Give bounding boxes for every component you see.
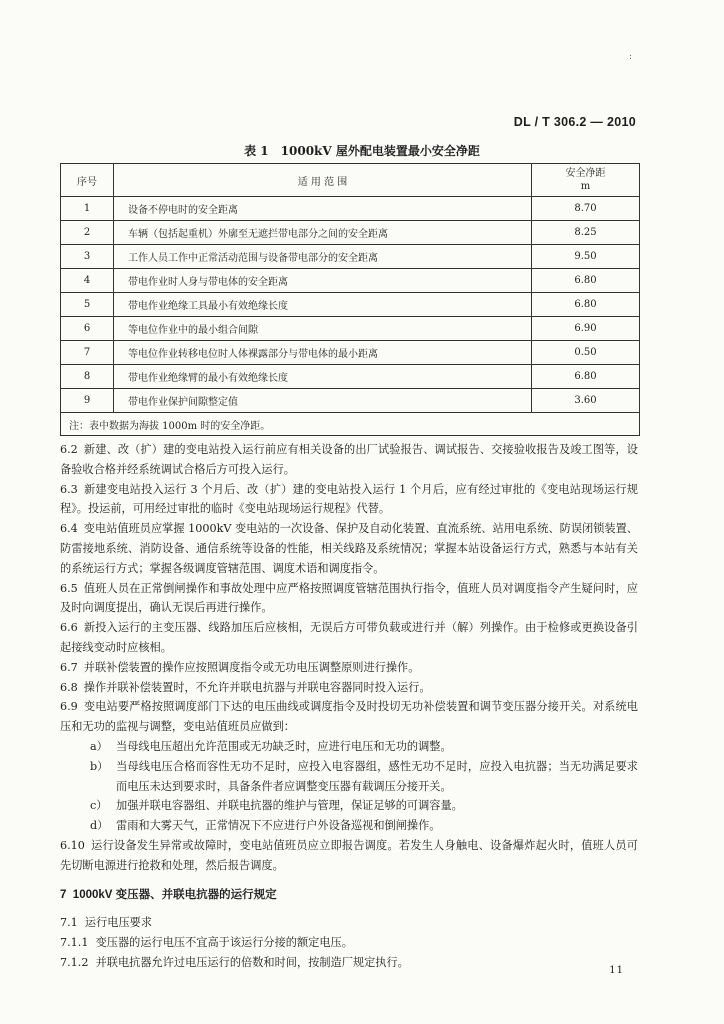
table-row [61, 389, 640, 413]
row-scope: 带电作业绝缘工具最小有效绝缘长度 [114, 293, 532, 317]
row-no: 5 [61, 293, 114, 317]
clause-text: 新建变电站投入运行 3 个月后、改（扩）建的变电站投入运行 1 个月后，应有经过审批的《变电站现场运行规程》。投运前，可用经过审批的临时《变电站现场运行规程》代替。 [60, 482, 638, 516]
clause-number: 6.8 [60, 680, 78, 694]
corner-mark: : [628, 52, 632, 62]
clause-number: 7.1 [60, 916, 78, 930]
clause-6-7 [60, 658, 638, 678]
list-item-label: d） [90, 819, 109, 833]
row-value: 6.80 [532, 365, 640, 389]
row-value: 6.80 [532, 293, 640, 317]
row-value: 8.25 [532, 221, 640, 245]
clause-6-4 [60, 519, 638, 578]
page-number: 11 [609, 965, 624, 976]
list-item-label: a） [90, 739, 108, 753]
list-item-text: 当母线电压合格而容性无功不足时，应投入电容器组，感性无功不足时，应投入电抗器；当无功满足要求而电压未达到要求时，具备条件者应调整变压器有载调压分接开关。 [116, 759, 638, 793]
clause-number: 6.5 [60, 581, 78, 595]
row-no: 4 [61, 269, 114, 293]
clause-7-1 [60, 913, 638, 933]
clause-6-10 [60, 836, 638, 876]
table-header-row [61, 164, 640, 197]
row-scope: 设备不停电时的安全距离 [114, 197, 532, 221]
row-no: 6 [61, 317, 114, 341]
table-title: 表 1 1000kV 屋外配电装置最小安全净距 [244, 144, 480, 158]
clause-text: 变电站要严格按照调度部门下达的电压曲线或调度指令及时投切无功补偿装置和调节变压器分接开关。对系统电压和无功的监视与调整，变电站值班员应做到： [60, 700, 638, 734]
clause-number: 6.3 [60, 482, 78, 496]
row-scope: 带电作业绝缘臂的最小有效绝缘长度 [114, 365, 532, 389]
table-row [61, 293, 640, 317]
clause-number: 6.9 [60, 700, 78, 714]
clause-number: 6.4 [60, 522, 78, 536]
clause-number: 7.1.1 [60, 936, 89, 950]
header-value-unit: m [580, 181, 591, 192]
header-scope: 适 用 范 围 [114, 164, 532, 197]
table-row [61, 365, 640, 389]
row-value: 3.60 [532, 389, 640, 413]
clause-text: 运行设备发生异常或故障时，变电站值班员应立即报告调度。若发生人身触电、设备爆炸起火时，值班人员可先切断电源进行抢救和处理，然后报告调度。 [60, 838, 638, 872]
clause-text: 并联电抗器允许过电压运行的倍数和时间，按制造厂规定执行。 [95, 955, 409, 969]
row-scope: 等电位作业中的最小组合间隙 [114, 317, 532, 341]
list-item-label: b） [90, 759, 109, 773]
row-no: 8 [61, 365, 114, 389]
table-note: 注：表中数据为海拔 1000m 时的安全净距。 [61, 413, 640, 436]
body-text [60, 440, 638, 973]
row-scope: 等电位作业转移电位时人体裸露部分与带电体的最小距离 [114, 341, 532, 365]
row-scope: 带电作业保护间隙整定值 [114, 389, 532, 413]
clause-text: 变压器的运行电压不宜高于该运行分接的额定电压。 [95, 936, 353, 950]
row-scope: 车辆（包括起重机）外廓至无遮拦带电部分之间的安全距离 [114, 221, 532, 245]
clause-6-3 [60, 480, 638, 520]
clause-6-5 [60, 579, 638, 619]
table-note-row [61, 413, 640, 436]
list-item-label: c） [90, 799, 108, 813]
clause-number: 7.1.2 [60, 955, 89, 969]
row-no: 9 [61, 389, 114, 413]
list-item-text: 加强并联电容器组、并联电抗器的维护与管理，保证足够的可调容量。 [116, 799, 463, 813]
list-item [60, 757, 638, 797]
clause-6-8 [60, 678, 638, 698]
row-no: 1 [61, 197, 114, 221]
list-item [60, 796, 638, 816]
clause-number: 6.7 [60, 660, 78, 674]
table-row [61, 221, 640, 245]
row-no: 3 [61, 245, 114, 269]
row-no: 2 [61, 221, 114, 245]
section-number: 7 [60, 888, 67, 901]
clause-6-2 [60, 440, 638, 480]
clause-text: 新投入运行的主变压器、线路加压后应核相，无误后方可带负载或进行并（解）列操作。由于检修或更换设备引起接线变动时应核相。 [60, 621, 638, 654]
clause-text: 并联补偿装置的操作应按照调度指令或无功电压调整原则进行操作。 [83, 660, 420, 674]
row-value: 8.70 [532, 197, 640, 221]
row-value: 6.90 [532, 317, 640, 341]
table-row [61, 245, 640, 269]
row-no: 7 [61, 341, 114, 365]
header-value [532, 164, 640, 197]
header-no: 序号 [61, 164, 114, 197]
row-scope: 带电作业时人身与带电体的安全距离 [114, 269, 532, 293]
list-item [60, 737, 638, 757]
row-scope: 工作人员工作中正常活动范围与设备带电部分的安全距离 [114, 245, 532, 269]
header-value-line1: 安全净距 [565, 168, 606, 179]
row-value: 0.50 [532, 341, 640, 365]
row-value: 6.80 [532, 269, 640, 293]
clause-text: 运行电压要求 [84, 916, 153, 930]
table-row [61, 317, 640, 341]
table-row [61, 197, 640, 221]
table-row [61, 269, 640, 293]
list-item-text: 当母线电压超出允许范围或无功缺乏时，应进行电压和无功的调整。 [116, 739, 452, 753]
list-item [60, 816, 638, 836]
clause-number: 6.6 [60, 621, 78, 635]
clause-7-1-2 [60, 953, 638, 973]
clause-number: 6.10 [60, 838, 85, 852]
clause-7-1-1 [60, 933, 638, 953]
document-code: DL / T 306.2 — 2010 [513, 115, 636, 129]
list-item-text: 雷雨和大雾天气，正常情况下不应进行户外设备巡视和倒闸操作。 [116, 819, 441, 833]
clause-6-6 [60, 618, 638, 658]
clause-text: 值班人员在正常倒闸操作和事故处理中应严格按照调度管辖范围执行指令，值班人员对调度指令产生疑问时，应及时向调度提出，确认无误后再进行操作。 [60, 581, 638, 615]
section-7-heading [60, 886, 638, 906]
clause-number: 6.2 [60, 443, 78, 456]
clause-text: 操作并联补偿装置时，不允许并联电抗器与并联电容器同时投入运行。 [83, 680, 431, 694]
section-title: 1000kV 变压器、并联电抗器的运行规定 [72, 888, 277, 901]
clause-text: 变电站值班员应掌握 1000kV 变电站的一次设备、保护及自动化装置、直流系统、站用电系统、防误闭锁装置、防雷接地系统、消防设备、通信系统等设备的性能，相关线路及系统情况；掌握本站设备运行方式，熟悉与本站有关的系统运行方式；掌握各级调度管辖范围、调度术语和调度指令。 [60, 522, 638, 575]
row-value: 9.50 [532, 245, 640, 269]
table-row [61, 341, 640, 365]
clause-text: 新建、改（扩）建的变电站投入运行前应有相关设备的出厂试验报告、调试报告、交接验收报告及竣工图等，设备验收合格并经系统调试合格后方可投入运行。 [60, 443, 638, 476]
clause-6-9 [60, 697, 638, 737]
safety-distance-table [60, 163, 640, 436]
